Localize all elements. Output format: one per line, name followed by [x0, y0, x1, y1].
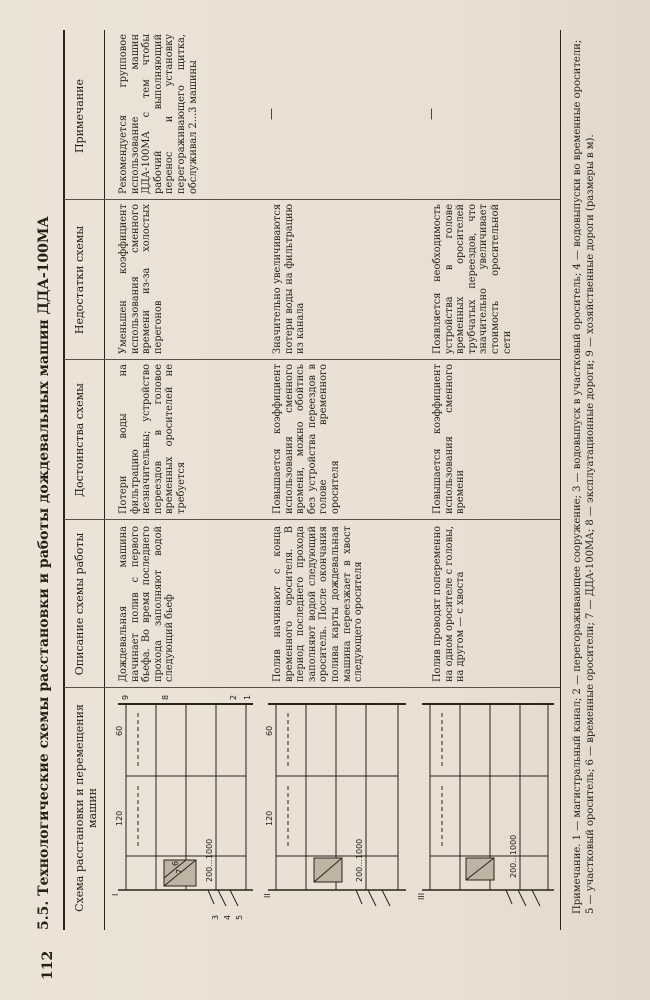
row-3-description: Полив проводят попеременно на одном оросителе с головы, на другом — с хвоста: [432, 526, 467, 682]
label-8: 8: [161, 694, 170, 700]
label-6: 6: [171, 860, 180, 866]
label-2: 2: [229, 694, 238, 700]
row-1-disadvantages: Уменьшен коэффициент использования сменного времени из-за холостых перегонов: [118, 204, 164, 354]
dim-60: 60: [265, 725, 274, 736]
placement-schemes-diagram: [108, 690, 558, 926]
column-header-disadvantages: Недостатки схемы: [73, 225, 86, 335]
dim-120: 120: [265, 810, 274, 826]
row-1-description: Дождевальная машина начинает полив с первого бьефа. Во время последнего прохода заполняют водой следующий бьеф: [118, 526, 176, 682]
table-footnote: Примечание. 1 — магистральный канал; 2 — перегораживающее сооружение; 3 — водовыпуск в участковый ороситель; 4 — водовыпуски во временные оросители; 5 — участковый ороситель; 6 — временные оросители; 7 — ДДА-100МА; 8 — эксплуатационные дороги; 9 — хозяйственные дороги (размеры в м).: [572, 39, 596, 914]
header-rule: [104, 30, 105, 930]
scheme-1: [118, 704, 253, 906]
column-header-scheme: Схема расстановки и перемещения машин: [73, 704, 99, 912]
column-divider: [64, 359, 560, 360]
label-1: 1: [243, 694, 252, 700]
column-divider: [64, 199, 560, 200]
column-header-advantages: Достоинства схемы: [73, 383, 86, 497]
dim-60: 60: [115, 725, 124, 736]
scheme-2: [268, 704, 406, 906]
table-title: 5.5. Технологические схемы расстановки и работы дождевальных машин ДДА-100МА: [36, 216, 52, 930]
table-bottom-rule: [560, 30, 561, 930]
span-label: 200...1000: [205, 838, 214, 882]
row-3-remark: —: [424, 108, 438, 120]
row-2-disadvantages: Значительно увеличиваются потери воды на фильтрацию из канала: [272, 204, 307, 354]
span-label: 200...1000: [509, 834, 518, 878]
roman-numeral-2: II: [263, 893, 272, 898]
span-label: 200...1000: [355, 838, 364, 882]
row-2-remark: —: [264, 108, 278, 120]
column-divider: [64, 687, 560, 688]
column-header-remark: Примечание: [73, 78, 86, 154]
label-9: 9: [121, 694, 130, 700]
row-1-advantages: Потери воды на фильтрацию незначительны; устройство переездов в головое временных оросителей не требуется: [118, 364, 187, 514]
roman-numeral-3: III: [417, 892, 426, 900]
column-divider: [64, 519, 560, 520]
dim-120: 120: [115, 810, 124, 826]
row-3-disadvantages: Появляется необходимость устройства в голове временных оросителей трубчатых переездов, что значительно увеличивает стоимость оросительной сети: [432, 204, 513, 354]
table-top-rule: [63, 30, 65, 930]
label-5: 5: [235, 914, 244, 920]
row-1-remark: Рекомендуется групповое использование машин ДДА-100МА с тем чтобы рабочий выполняющий перенос и установку перегораживающего щитка, обслуживал 2...3 машины: [118, 34, 199, 194]
label-4: 4: [223, 914, 232, 920]
roman-numeral-1: I: [111, 893, 120, 896]
row-2-description: Полив начинают с конца временного оросителя. В период последнего прохода заполняют водой следующий ороситель. После окончания полива карты дождевальная машина переезжает в хвост следующего оросителя: [272, 526, 365, 682]
scheme-3: [422, 704, 554, 906]
row-2-advantages: Повышается коэффициент использования сменного времени, можно обойтись без устройства переездов в голове временного оросителя: [272, 364, 341, 514]
row-3-advantages: Повышается коэффициент использования сменного времени: [432, 364, 467, 514]
column-header-description: Описание схемы работы: [73, 532, 86, 676]
page-number: 112: [40, 950, 56, 980]
label-3: 3: [211, 914, 220, 920]
label-7: 7: [175, 868, 184, 874]
